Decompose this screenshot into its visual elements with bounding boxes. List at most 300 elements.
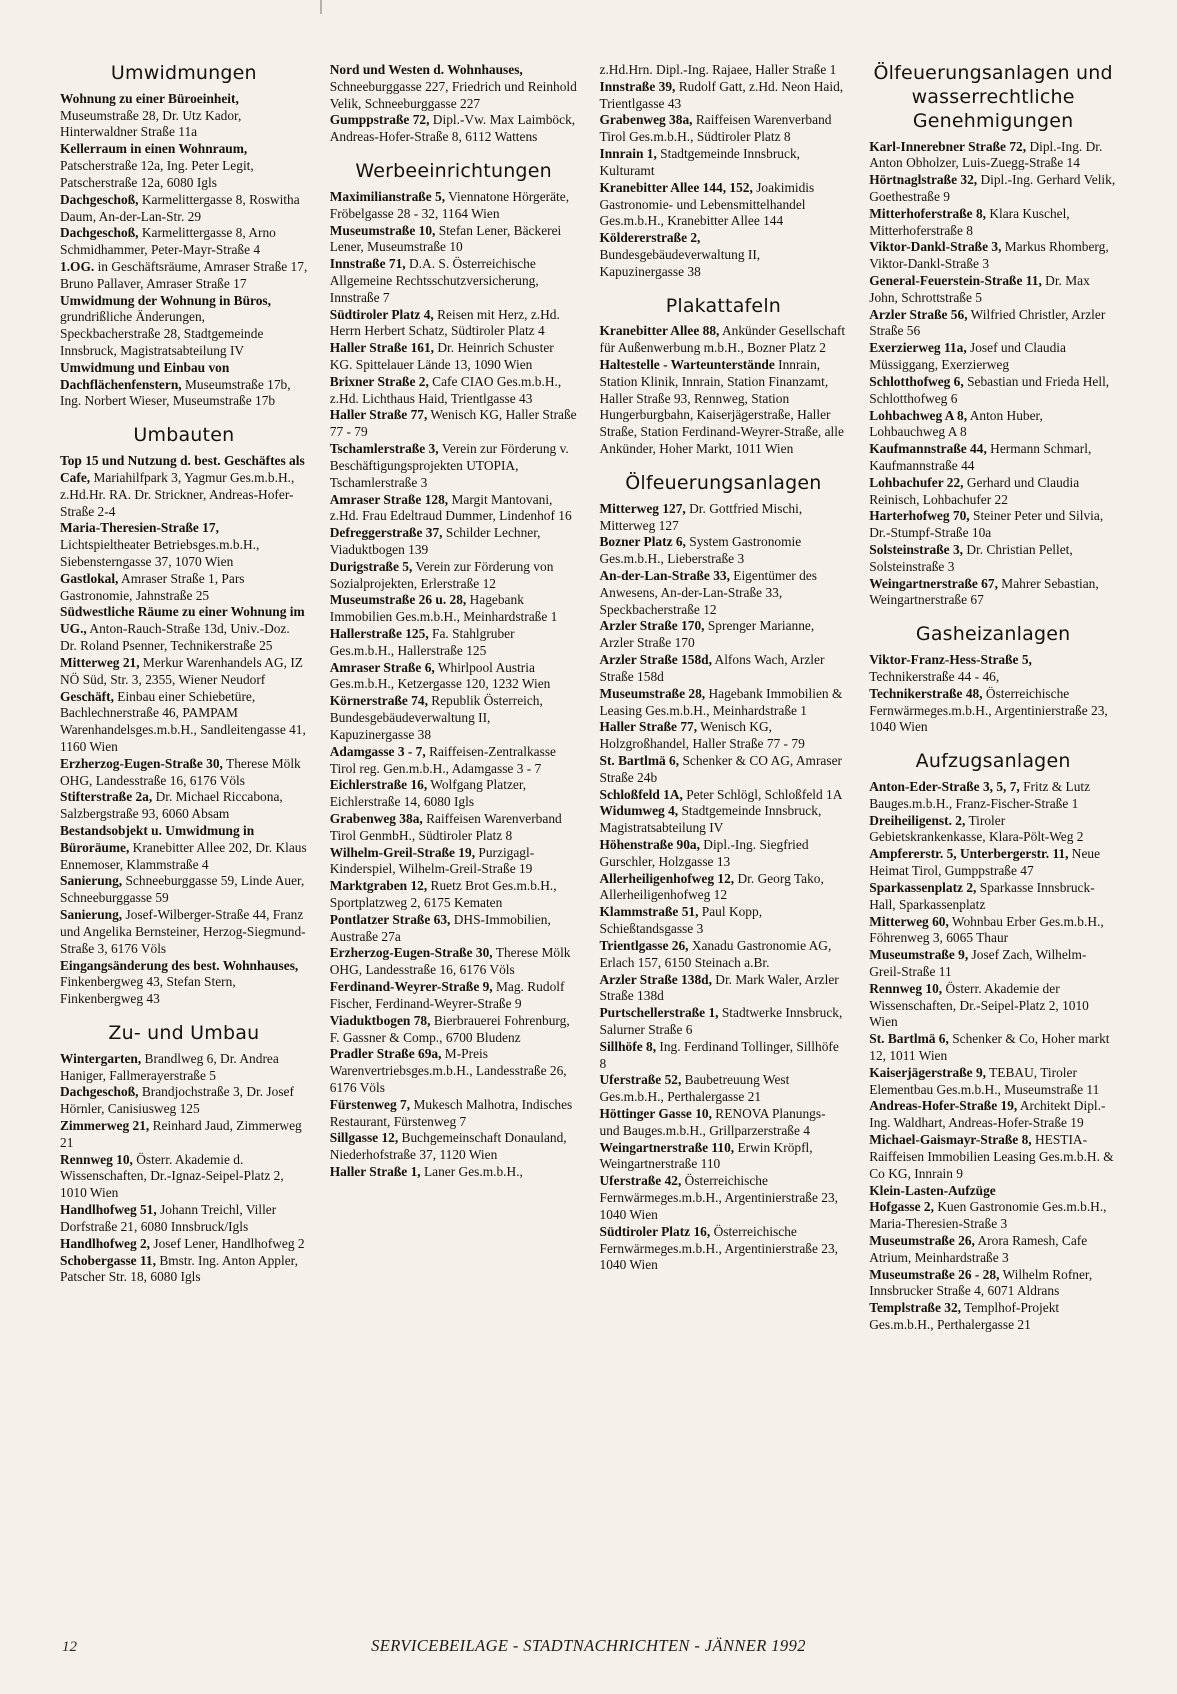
entry-title: Gastlokal,: [60, 570, 119, 586]
list-item: [869, 139, 1117, 173]
list-item: [600, 871, 848, 905]
entry-detail: Österreichische Fernwärmeges.m.b.H., Argentinierstraße 23, 1040 Wien: [599, 1173, 838, 1222]
list-item: [869, 576, 1117, 610]
text-column-3: [600, 62, 848, 1542]
entry-detail: D.A. S. Österreichische Allgemeine Rechtsschutzversicherung, Innstraße 7: [329, 256, 539, 305]
list-item: [330, 845, 578, 879]
list-item: [600, 904, 848, 938]
entry-title: Sillhöfe 8,: [599, 1038, 657, 1054]
entry-title: Wilhelm-Greil-Straße 19,: [329, 844, 476, 860]
list-item: [60, 259, 308, 293]
section-oelfeuerungsanlagen: [600, 472, 848, 1274]
entry-title: Stifterstraße 2a,: [60, 789, 153, 805]
list-item: [330, 912, 578, 946]
list-item: [869, 172, 1117, 206]
list-item: [330, 441, 578, 491]
entry-title: Pradler Straße 69a,: [329, 1046, 442, 1062]
list-item: [869, 408, 1117, 442]
list-item: [60, 520, 308, 570]
entry-detail: z.Hd.Hrn. Dipl.-Ing. Rajaee, Haller Straße 1: [599, 62, 837, 77]
list-item: [600, 787, 848, 804]
entry-title: Amraser Straße 6,: [329, 659, 435, 675]
entry-title: Wohnung zu einer Büroeinheit,: [60, 90, 239, 106]
list-item: [600, 568, 848, 618]
entry-detail: Fa. Stahlgruber Ges.m.b.H., Hallerstraße 125: [329, 626, 515, 658]
entry-detail: Peter Schlögl, Schloßfeld 1A: [682, 786, 843, 802]
list-item: [869, 1267, 1117, 1301]
entry-title: Klein-Lasten-Aufzüge: [869, 1182, 996, 1198]
list-item: [869, 1098, 1117, 1132]
entry-title: Mitterhoferstraße 8,: [869, 205, 986, 221]
entry-detail: System Gastronomie Ges.m.b.H., Lieberstraße 3: [599, 534, 802, 567]
list-item: [330, 744, 578, 778]
entry-detail: Hagebank Immobilien & Leasing Ges.m.b.H., Meinhardstraße 1: [599, 685, 843, 718]
page-number: 12: [62, 1639, 77, 1655]
entry-title: Handlhofweg 2,: [60, 1235, 151, 1251]
entry-detail: Fritz & Lutz Bauges.m.b.H., Franz-Fischer-Straße 1: [869, 779, 1091, 811]
text-column-1: [60, 62, 308, 1542]
entry-detail: Raiffeisen Warenverband Tirol GenmbH., Südtiroler Platz 8: [329, 810, 562, 843]
entry-detail: Buchgemeinschaft Donauland, Niederhofstraße 37, 1120 Wien: [329, 1130, 567, 1163]
entry-detail: Sprenger Marianne, Arzler Straße 170: [599, 618, 815, 651]
list-item: [869, 273, 1117, 307]
entry-detail: Brandlweg 6, Dr. Andrea Haniger, Fallmerayerstraße 5: [60, 1050, 279, 1083]
entry-detail: Dipl.-Ing. Gerhard Velik, Goethestraße 9: [869, 172, 1116, 204]
entry-title: Museumstraße 9,: [869, 947, 969, 963]
list-item: [60, 192, 308, 226]
entry-title: Haller Straße 161,: [329, 340, 435, 356]
entry-title: Uferstraße 52,: [599, 1072, 682, 1088]
entry-detail: Templhof-Projekt Ges.m.b.H., Perthalergasse 21: [869, 1300, 1060, 1333]
entry-detail: Erwin Kröpfl, Weingartnerstraße 110: [599, 1139, 813, 1172]
list-item: [330, 407, 578, 441]
entry-detail: Dr. Christian Pellet, Solsteinstraße 3: [869, 542, 1073, 574]
entry-title: Kaufmannstraße 44,: [869, 441, 987, 457]
entry-detail: Josef-Wilberger-Straße 44, Franz und Angelika Bernsteiner, Herzog-Siegmund-Straße 3, 6176 Völs: [60, 907, 306, 956]
list-item: [330, 811, 578, 845]
list-item: [60, 1051, 308, 1085]
list-item: [330, 256, 578, 306]
entry-detail: Sebastian und Frieda Hell, Schlotthofweg 6: [869, 373, 1110, 406]
entry-detail: Wohnbau Erber Ges.m.b.H., Föhrenweg 3, 6065 Thaur: [869, 913, 1104, 946]
section-plakattafeln: [600, 295, 848, 458]
list-item: [60, 1118, 308, 1152]
entry-title: Museumstraße 26,: [869, 1232, 975, 1248]
entry-title: Kranebitter Allee 88,: [599, 323, 720, 339]
entry-detail: Einbau einer Schiebetüre, Bachlechnerstraße 46, PAMPAM Warenhandelsges.m.b.H., Sandleitengasse 41, 1160 Wien: [60, 688, 306, 754]
entry-title: Sparkassenplatz 2,: [869, 879, 977, 895]
entry-detail: Brandjochstraße 3, Dr. Josef Hörnler, Canisiusweg 125: [60, 1084, 294, 1117]
entry-title: Schloßfeld 1A,: [599, 786, 683, 802]
entry-title: Templstraße 32,: [869, 1300, 962, 1316]
entry-title: Mitterweg 60,: [869, 913, 949, 929]
entry-title: Widumweg 4,: [599, 803, 679, 819]
entry-title: Köldererstraße 2,: [599, 230, 701, 246]
entry-title: Museumstraße 10,: [329, 222, 436, 238]
entry-detail: Stadtwerke Innsbruck, Salurner Straße 6: [599, 1005, 843, 1037]
list-item: [600, 230, 848, 280]
entry-detail: Österr. Akademie d. Wissenschaften, Dr.-Ignaz-Seipel-Platz 2, 1010 Wien: [60, 1151, 284, 1201]
list-item: [60, 1253, 308, 1287]
entry-title: Grabenweg 38a,: [329, 810, 423, 826]
list-item: [60, 91, 308, 141]
list-item: [330, 525, 578, 559]
entry-title: Schobergasse 11,: [60, 1252, 156, 1268]
list-item: [869, 1132, 1117, 1182]
list-item: [330, 223, 578, 257]
entry-detail: Reisen mit Herz, z.Hd. Herrn Herbert Schatz, Südtiroler Platz 4: [329, 306, 560, 339]
entry-detail: Österreichische Fernwärmeges.m.b.H., Argentinierstraße 23, 1040 Wien: [869, 685, 1108, 735]
list-item: [330, 660, 578, 694]
entry-title: Mitterweg 127,: [599, 500, 686, 516]
list-item: [330, 1097, 578, 1131]
entry-title: Südtiroler Platz 4,: [329, 306, 434, 322]
entry-title: Harterhofweg 70,: [869, 508, 970, 524]
entry-detail: Wilfried Christler, Arzler Straße 56: [869, 306, 1106, 339]
entry-detail: Reinhard Jaud, Zimmerweg 21: [60, 1118, 302, 1150]
entry-title: General-Feuerstein-Straße 11,: [869, 273, 1042, 289]
entry-detail: grundrißliche Änderungen, Speckbacherstraße 28, Stadtgemeinde Innsbruck, Magistratsabteilung IV: [60, 309, 264, 359]
entry-list: [869, 139, 1117, 610]
entry-detail: Therese Mölk OHG, Landesstraße 16, 6176 Völs: [329, 945, 571, 978]
entry-detail: Purzigagl-Kinderspiel, Wilhelm-Greil-Straße 19: [329, 844, 535, 877]
entry-title: Arzler Straße 56,: [869, 306, 968, 322]
list-item: [330, 1046, 578, 1096]
entry-title: Marktgraben 12,: [329, 878, 428, 894]
entry-detail: Eigentümer des Anwesens, An-der-Lan-Straße 33, Speckbacherstraße 12: [599, 568, 817, 617]
entry-title: Viktor-Franz-Hess-Straße 5,: [869, 652, 1032, 668]
section-oelfeuerung-wasserrecht: [869, 62, 1117, 609]
list-item: [869, 239, 1117, 273]
section-heading: Umbauten: [133, 424, 235, 447]
entry-title: St. Bartlmä 6,: [599, 752, 680, 768]
entry-detail: Karmelittergasse 8, Roswitha Daum, An-der-Lan-Str. 29: [60, 191, 300, 224]
list-item: [600, 357, 848, 458]
list-item: [330, 559, 578, 593]
entry-list: [60, 91, 308, 410]
list-item: [600, 938, 848, 972]
section-heading: Umwidmungen: [110, 62, 257, 84]
entry-title: Durigstraße 5,: [329, 558, 413, 574]
entry-detail: Hagebank Immobilien Ges.m.b.H., Meinhardstraße 1: [329, 592, 558, 625]
list-item: [600, 1140, 848, 1174]
entry-detail: Dr. Michael Riccabona, Salzbergstraße 93, 6060 Absam: [60, 789, 283, 822]
entry-title: Sanierung,: [60, 907, 123, 923]
list-item: [330, 1013, 578, 1047]
entry-detail: Anton Huber, Lohbauchweg A 8: [869, 407, 1043, 440]
entry-list: [330, 189, 578, 1181]
entry-title: An-der-Lan-Straße 33,: [599, 568, 730, 583]
list-item: [330, 307, 578, 341]
entry-detail: Verein zur Förderung v. Beschäftigungsprojekten UTOPIA, Tschamlerstraße 3: [329, 441, 569, 490]
entry-detail: Hermann Schmarl, Kaufmannstraße 44: [869, 441, 1092, 473]
entry-detail: Stefan Lener, Bäckerei Lener, Museumstraße 10: [329, 222, 562, 255]
section-heading: Plakattafeln: [665, 294, 782, 317]
entry-title: Ampfererstr. 5, Unterbergerstr. 11,: [869, 846, 1069, 862]
list-item: [869, 1199, 1117, 1233]
entry-title: Museumstraße 26 u. 28,: [329, 592, 467, 608]
list-item: [869, 542, 1117, 576]
entry-title: Hallerstraße 125,: [329, 626, 429, 642]
section-gasheizanlagen: [869, 623, 1117, 736]
list-item: [600, 62, 848, 79]
entry-title: Handlhofweg 51,: [60, 1202, 157, 1218]
list-item: [869, 475, 1117, 509]
entry-title: Lohbachweg A 8,: [869, 407, 968, 423]
entry-detail: Ing. Ferdinand Tollinger, Sillhöfe 8: [599, 1038, 839, 1071]
entry-title: Umwidmung der Wohnung in Büros,: [60, 292, 271, 308]
entry-detail: Xanadu Gastronomie AG, Erlach 157, 6150 Steinach a.Br.: [599, 937, 832, 970]
entry-title: Zimmerweg 21,: [60, 1118, 150, 1134]
list-item: [869, 441, 1117, 475]
entry-detail: Schneeburggasse 59, Linde Auer, Schneeburggasse 59: [60, 873, 305, 906]
list-item: [60, 293, 308, 360]
entry-title: Südtiroler Platz 16,: [599, 1223, 711, 1239]
entry-detail: Whirlpool Austria Ges.m.b.H., Ketzergasse 120, 1232 Wien: [329, 659, 551, 692]
entry-title: Grabenweg 38a,: [599, 112, 693, 128]
entry-title: Maria-Theresien-Straße 17,: [60, 520, 219, 536]
entry-detail: Rudolf Gatt, z.Hd. Neon Haid, Trientlgasse 43: [599, 78, 844, 111]
section-heading: Aufzugsanlagen: [915, 750, 1071, 773]
column-container: [60, 62, 1117, 1542]
entry-title: Defreggerstraße 37,: [329, 525, 443, 541]
entry-detail: Schilder Lechner, Viaduktbogen 139: [329, 525, 541, 557]
list-item: [330, 112, 578, 146]
entry-detail: Viennatone Hörgeräte, Fröbelgasse 28 - 32, 1164 Wien: [329, 188, 570, 221]
entry-detail: DHS-Immobilien, Austraße 27a: [329, 911, 551, 944]
entry-title: Purtschellerstraße 1,: [599, 1005, 719, 1021]
list-item: [600, 803, 848, 837]
list-item: [869, 1031, 1117, 1065]
entry-detail: Innrain, Station Klinik, Innrain, Station Finanzamt, Haller Straße 93, Rennweg, Station Hungerburgbahn, Kaiserjägerstraße, Haller Straße, Station Ferdinand-Weyrer-Straße, alle Ankünder, Hoher Markt, 1011 Wien: [599, 357, 844, 457]
entry-detail: Karmelittergasse 8, Arno Schmidhammer, Peter-Mayr-Straße 4: [60, 225, 276, 258]
entry-detail: Therese Mölk OHG, Landesstraße 16, 6176 Völs: [60, 755, 301, 788]
text-column-4: [869, 62, 1117, 1542]
entry-detail: Museumstraße 17b, Ing. Norbert Wieser, Museumstraße 17b: [60, 376, 291, 409]
entry-detail: Markus Rhomberg, Viktor-Dankl-Straße 3: [869, 239, 1109, 272]
list-item: [60, 453, 308, 520]
entry-detail: Dr. Heinrich Schuster KG. Spittelauer Lände 13, 1090 Wien: [329, 340, 554, 373]
list-item: [600, 112, 848, 146]
section-heading: Werbeeinrichtungen: [355, 160, 552, 183]
list-item: [60, 360, 308, 410]
entry-title: Technikerstraße 48,: [869, 685, 983, 701]
list-item: [869, 914, 1117, 948]
list-item: [330, 492, 578, 526]
entry-detail: Republik Österreich, Bundesgebäudeverwaltung II, Kapuzinergasse 38: [329, 693, 543, 742]
entry-detail: Baubetreuung West Ges.m.b.H., Perthalergasse 21: [599, 1072, 790, 1105]
list-item: [600, 1173, 848, 1223]
entry-detail: Josef und Claudia Müssiggang, Exerzierweg: [869, 340, 1066, 373]
entry-title: Pontlatzer Straße 63,: [329, 911, 451, 927]
entry-title: Tschamlerstraße 3,: [329, 441, 439, 457]
entry-detail: Kuen Gastronomie Ges.m.b.H., Maria-Theresien-Straße 3: [869, 1199, 1107, 1232]
list-item: [60, 141, 308, 191]
list-item: [330, 777, 578, 811]
entry-detail: Wolfgang Platzer, Eichlerstraße 14, 6080 Igls: [329, 777, 527, 810]
entry-title: Weingartnerstraße 110,: [599, 1139, 735, 1155]
entry-title: Kellerraum in einen Wohnraum,: [60, 141, 248, 157]
entry-title: Haller Straße 77,: [329, 407, 428, 423]
entry-title: Fürstenweg 7,: [329, 1096, 411, 1112]
entry-title: Klammstraße 51,: [599, 904, 699, 920]
list-item: [330, 1164, 578, 1181]
list-item: [600, 1224, 848, 1274]
entry-detail: Raiffeisen Warenverband Tirol Ges.m.b.H., Südtiroler Platz 8: [599, 112, 832, 145]
entry-title: Karl-Innerebner Straße 72,: [869, 138, 1027, 154]
list-item: [869, 374, 1117, 408]
entry-detail: Wenisch KG, Holzgroßhandel, Haller Straße 77 - 79: [599, 719, 805, 752]
entry-detail: Wenisch KG, Haller Straße 77 - 79: [329, 407, 577, 440]
entry-detail: Ruetz Brot Ges.m.b.H., Sportplatzweg 2, 6175 Kematen: [329, 878, 557, 911]
list-item: [330, 626, 578, 660]
list-item: [869, 947, 1117, 981]
list-item: [330, 374, 578, 408]
entry-detail: Johann Treichl, Viller Dorfstraße 21, 6080 Innsbruck/Igls: [60, 1202, 277, 1234]
entry-title: Solsteinstraße 3,: [869, 542, 963, 558]
entry-detail: Kranebitter Allee 202, Dr. Klaus Ennemoser, Klammstraße 4: [60, 839, 307, 872]
list-item: [869, 1300, 1117, 1334]
entry-detail: Ankünder Gesellschaft für Außenwerbung m.b.H., Bozner Platz 2: [599, 323, 846, 356]
entry-title: Bestandsobjekt u. Umwidmung in Büroräume,: [60, 823, 255, 855]
list-item: [869, 1183, 1117, 1200]
list-item: [330, 592, 578, 626]
entry-title: Innstraße 71,: [329, 256, 406, 272]
section-heading: Ölfeuerungsanlagen: [625, 471, 822, 494]
page-footer: [0, 1632, 1177, 1656]
entry-title: Viktor-Dankl-Straße 3,: [869, 239, 1002, 255]
list-item: [600, 501, 848, 535]
entry-detail: in Geschäftsräume, Amraser Straße 17, Bruno Pallaver, Amraser Straße 17: [60, 258, 308, 291]
list-item: [330, 189, 578, 223]
list-item: [60, 873, 308, 907]
entry-list: [869, 779, 1117, 1334]
list-item: [330, 945, 578, 979]
entry-detail: Bundesgebäudeverwaltung II, Kapuzinergasse 38: [599, 246, 761, 279]
list-item: [60, 958, 308, 1008]
entry-list: [600, 323, 848, 458]
entry-detail: Merkur Warenhandels AG, IZ NÖ Süd, Str. 3, 2355, Wiener Neudorf: [60, 654, 303, 687]
section-umwidmungen: [60, 62, 308, 410]
entry-title: Rennweg 10,: [869, 980, 943, 996]
entry-list: [869, 652, 1117, 736]
entry-title: Haller Straße 77,: [599, 719, 698, 735]
entry-title: Kranebitter Allee 144, 152,: [599, 179, 753, 195]
entry-title: Innrain 1,: [599, 146, 657, 162]
entry-list: [60, 453, 308, 1008]
list-item: [600, 686, 848, 720]
entry-detail: Sparkasse Innsbruck-Hall, Sparkassenplatz: [869, 879, 1095, 912]
entry-detail: Mahrer Sebastian, Weingartnerstraße 67: [869, 575, 1099, 608]
entry-title: Umwidmung und Einbau von Dachflächenfenstern,: [60, 359, 230, 392]
entry-detail: Arora Ramesh, Cafe Atrium, Meinhardstraße 3: [869, 1232, 1088, 1265]
list-item: [600, 652, 848, 686]
entry-detail: Joakimidis Gastronomie- und Lebensmittelhandel Ges.m.b.H., Kranebitter Allee 144: [599, 179, 815, 229]
list-item: [600, 1106, 848, 1140]
list-item: [60, 1202, 308, 1236]
list-item: [869, 340, 1117, 374]
entry-detail: Gerhard und Claudia Reinisch, Lohbachufer 22: [869, 474, 1080, 507]
entry-detail: Österreichische Fernwärmeges.m.b.H., Argentinierstraße 23, 1040 Wien: [599, 1223, 838, 1273]
list-item: [869, 686, 1117, 736]
entry-title: Erzherzog-Eugen-Straße 30,: [329, 945, 493, 961]
entry-detail: Patscherstraße 12a, Ing. Peter Legit, Patscherstraße 12a, 6080 Igls: [60, 158, 254, 190]
entry-title: Dachgeschoß,: [60, 191, 139, 207]
running-footer: SERVICEBEILAGE - STADTNACHRICHTEN - JÄNNER 1992: [371, 1636, 806, 1655]
entry-title: St. Bartlmä 6,: [869, 1031, 949, 1047]
entry-title: Top 15 und Nutzung d. best. Geschäftes als Cafe,: [60, 453, 305, 485]
entry-title: Allerheiligenhofweg 12,: [599, 870, 735, 886]
list-item: [600, 79, 848, 113]
list-item: [869, 307, 1117, 341]
entry-title: Anton-Eder-Straße 3, 5, 7,: [869, 779, 1020, 795]
list-item: [600, 323, 848, 357]
entry-title: Geschäft,: [60, 688, 114, 704]
entry-title: Bozner Platz 6,: [599, 534, 686, 550]
crop-tick-mark: [320, 0, 322, 14]
entry-detail: Österr. Akademie der Wissenschaften, Dr.-Seipel-Platz 2, 1010 Wien: [869, 980, 1089, 1030]
list-item: [869, 779, 1117, 813]
entry-detail: Paul Kopp, Schießtandsgasse 3: [599, 904, 763, 937]
entry-detail: Steiner Peter und Silvia, Dr.-Stumpf-Straße 10a: [869, 508, 1104, 541]
entry-detail: Verein zur Förderung von Sozialprojekten, Erlerstraße 12: [329, 558, 554, 591]
section-umbauten: [60, 424, 308, 1008]
entry-title: Südwestliche Räume zu einer Wohnung im UG.,: [60, 604, 305, 637]
entry-title: Dachgeschoß,: [60, 1084, 139, 1100]
entry-title: Höttinger Gasse 10,: [599, 1106, 712, 1121]
entry-title: Sanierung,: [60, 873, 123, 889]
entry-detail: Klara Kuschel, Mitterhoferstraße 8: [869, 205, 1070, 238]
list-item: [600, 837, 848, 871]
entry-detail: HESTIA-Raiffeisen Immobilien Leasing Ges.m.b.H. & Co KG, Innrain 9: [869, 1132, 1114, 1181]
entry-title: Uferstraße 42,: [599, 1173, 682, 1189]
entry-title: Weingartnerstraße 67,: [869, 575, 998, 591]
list-item: [869, 981, 1117, 1031]
section-aufzugsanlagen: [869, 750, 1117, 1334]
entry-detail: Dr. Georg Tako, Allerheiligenhofweg 12: [599, 870, 824, 903]
entry-title: Maximilianstraße 5,: [329, 188, 446, 204]
entry-detail: TEBAU, Tiroler Elementbau Ges.m.b.H., Museumstraße 11: [869, 1064, 1100, 1097]
list-item: [60, 1236, 308, 1253]
list-item: [600, 1039, 848, 1073]
entry-detail: Dr. Max John, Schrottstraße 5: [869, 273, 1090, 305]
section-continued-zubau: [330, 62, 578, 146]
entry-detail: Mariahilfpark 3, Yagmur Ges.m.b.H., z.Hd.Hr. RA. Dr. Strickner, Andreas-Hofer-Straße 2-4: [60, 469, 295, 519]
section-werbeeinrichtungen: [330, 160, 578, 1181]
entry-title: Viaduktbogen 78,: [329, 1012, 431, 1028]
entry-title: Gumppstraße 72,: [329, 112, 430, 128]
list-item: [869, 880, 1117, 914]
entry-title: Kaiserjägerstraße 9,: [869, 1064, 987, 1080]
list-item: [600, 719, 848, 753]
list-item: [330, 340, 578, 374]
entry-detail: Technikerstraße 44 - 46,: [869, 668, 1000, 684]
list-item: [60, 225, 308, 259]
entry-title: Körnerstraße 74,: [329, 693, 428, 709]
entry-title: 1.OG.: [60, 258, 95, 274]
entry-title: Eichlerstraße 16,: [329, 777, 428, 793]
entry-detail: Anton-Rauch-Straße 13d, Univ.-Doz. Dr. Roland Psenner, Technikerstraße 25: [60, 621, 290, 654]
entry-detail: Margit Mantovani, z.Hd. Frau Edeltraud Dummer, Lindenhof 16: [329, 491, 572, 524]
list-item: [60, 571, 308, 605]
entry-title: Museumstraße 28,: [599, 685, 706, 701]
list-item: [330, 1130, 578, 1164]
entry-detail: M-Preis Warenvertriebsges.m.b.H., Landesstraße 26, 6176 Völs: [329, 1046, 567, 1095]
entry-detail: Raiffeisen-Zentralkasse Tirol reg. Gen.m.b.H., Adamgasse 3 - 7: [329, 743, 556, 776]
entry-detail: Stadtgemeinde Innsbruck, Kulturamt: [599, 146, 800, 178]
entry-list: [600, 62, 848, 281]
entry-title: Amraser Straße 128,: [329, 491, 449, 507]
